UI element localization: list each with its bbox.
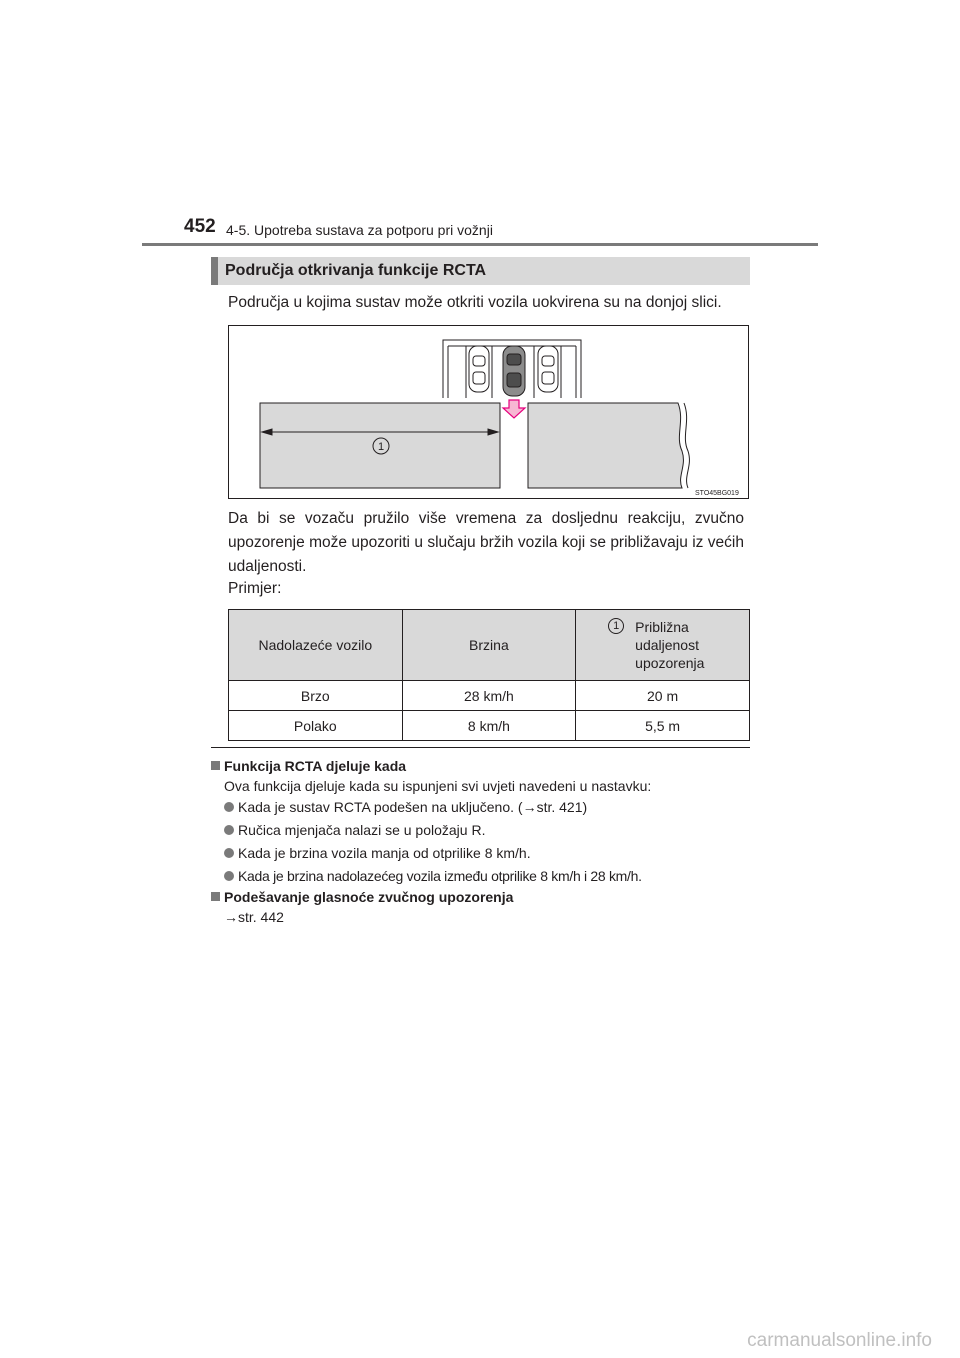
notes <box>211 757 751 927</box>
header-line: upozorenja <box>635 655 705 671</box>
parked-car-right <box>538 346 558 392</box>
paragraph: Da bi se vozaču pružilo više vremena za dosljednu reakciju, zvučno upozorenje može upozoriti u slučaju bržih vozila koji se približavaju iz većih udaljenosti. <box>228 510 744 575</box>
list-item <box>211 796 751 819</box>
header-line: udaljenost <box>635 637 699 653</box>
table-cell: 8 km/h <box>402 711 576 741</box>
parked-car-left <box>469 346 489 392</box>
section-title: Područja otkrivanja funkcije RCTA <box>225 262 487 279</box>
break-line <box>684 403 689 488</box>
table-cell: 5,5 m <box>576 711 750 741</box>
round-bullet-icon <box>224 802 234 812</box>
table-header-row <box>229 610 750 681</box>
rcta-diagram <box>229 326 748 498</box>
section-end-rule <box>211 747 750 748</box>
table-cell: Polako <box>229 711 403 741</box>
list-item-text: Kada je brzina vozila manja od otprilike 8 km/h. <box>238 845 531 861</box>
own-vehicle <box>503 346 525 396</box>
list-item-text: Kada je brzina nadolazećeg vozila između otprilike 8 km/h i 28 km/h. <box>238 868 642 884</box>
table-row <box>229 711 750 741</box>
note-intro: Ova funkcija djeluje kada su ispunjeni svi uvjeti navedeni u nastavku: <box>224 778 652 794</box>
table-cell: 20 m <box>576 681 750 711</box>
list-item <box>211 865 751 888</box>
note-title: Funkcija RCTA djeluje kada <box>224 758 407 774</box>
round-bullet-icon <box>224 848 234 858</box>
section-heading-bar <box>211 257 750 285</box>
table-header: Nadolazeće vozilo <box>229 610 403 681</box>
table-row <box>229 681 750 711</box>
header-rule <box>142 243 818 246</box>
list-item <box>211 842 751 865</box>
example-label: Primjer: <box>228 580 282 597</box>
list-item-text: Kada je sustav RCTA podešen na uključeno. (→str. 421) <box>238 799 588 815</box>
header-callout: 1 <box>608 618 624 634</box>
figure-callout: 1 <box>377 441 385 453</box>
list-item <box>211 819 751 842</box>
rcta-table <box>228 609 750 741</box>
header-line: Približna <box>635 619 689 635</box>
intro-text: Područja u kojima sustav može otkriti vozila uokvirena su na donjoj slici. <box>228 294 722 311</box>
rcta-figure <box>228 325 749 499</box>
figure-code: STO45BG019 <box>695 490 739 497</box>
note-heading <box>211 757 751 776</box>
reverse-arrow <box>503 400 525 418</box>
watermark: carmanualsonline.info <box>747 1330 932 1351</box>
round-bullet-icon <box>224 871 234 881</box>
square-bullet-icon <box>211 892 220 901</box>
page-number: 452 <box>184 216 216 237</box>
round-bullet-icon <box>224 825 234 835</box>
table-header <box>576 610 750 681</box>
table-header: Brzina <box>402 610 576 681</box>
table-cell: 28 km/h <box>402 681 576 711</box>
list-item-text: Ručica mjenjača nalazi se u položaju R. <box>238 822 486 838</box>
section-accent <box>211 257 218 285</box>
square-bullet-icon <box>211 761 220 770</box>
note-title: Podešavanje glasnoće zvučnog upozorenja <box>224 889 514 905</box>
note-heading <box>211 888 751 907</box>
table-cell: Brzo <box>229 681 403 711</box>
detection-area-right <box>528 403 683 488</box>
running-header: 4-5. Upotreba sustava za potporu pri vožnji <box>226 222 493 238</box>
page-reference-link[interactable]: →str. 442 <box>224 909 284 925</box>
